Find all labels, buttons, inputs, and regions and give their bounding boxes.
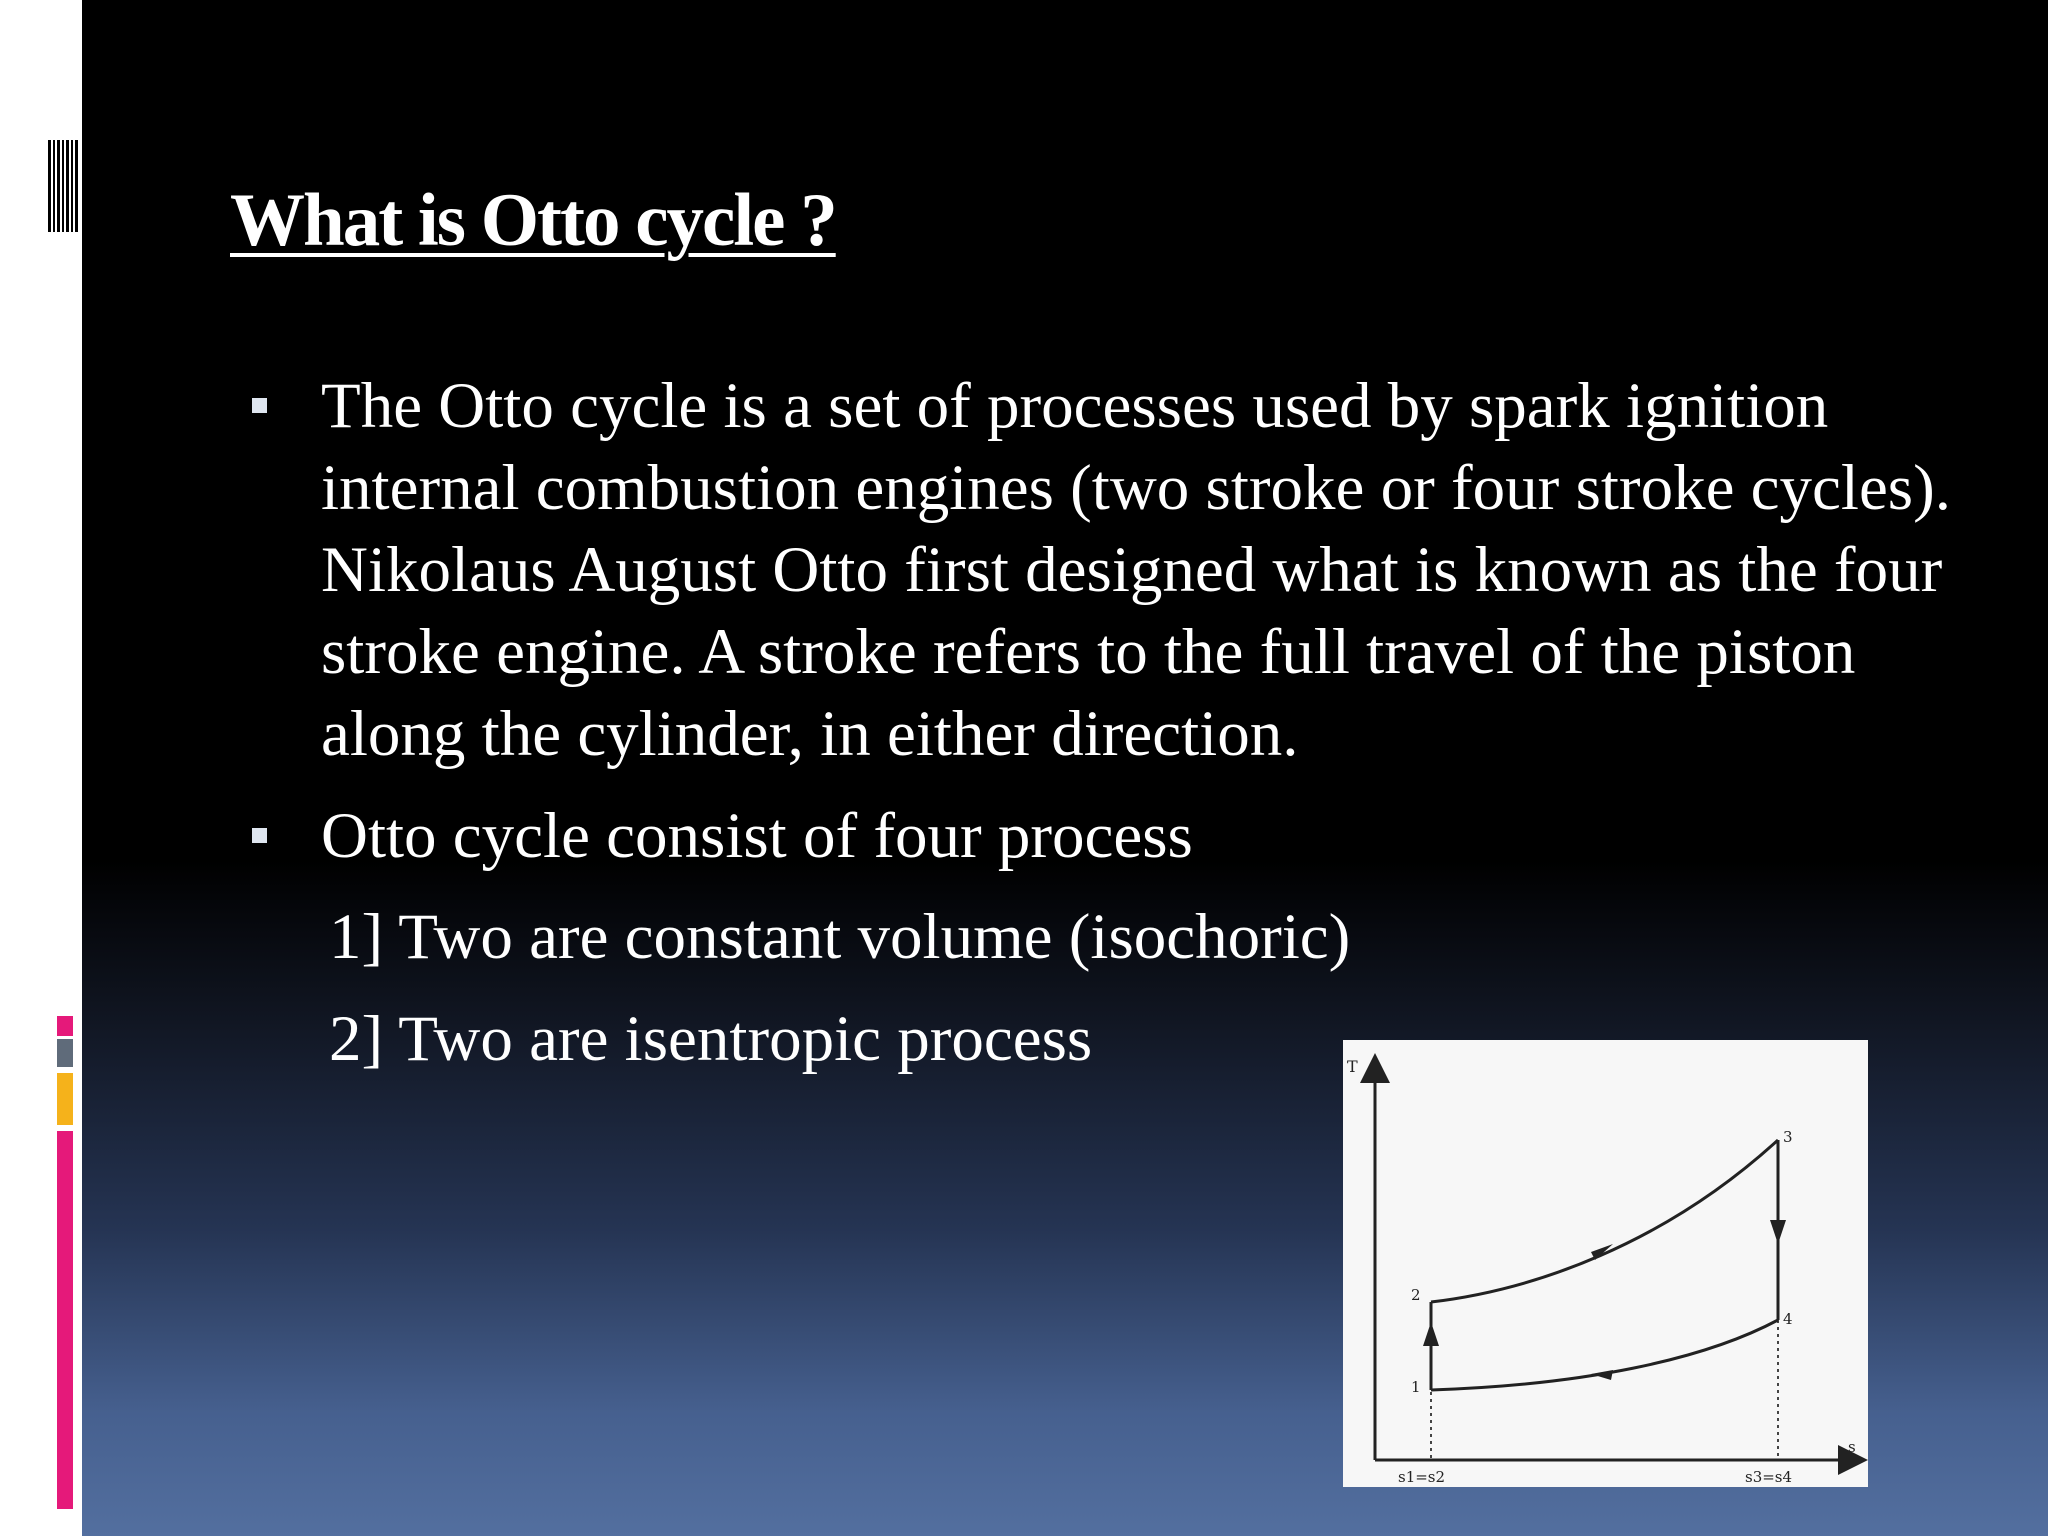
point-label-2: 2 bbox=[1411, 1286, 1421, 1304]
slide-title: What is Otto cycle ? bbox=[230, 179, 836, 262]
tick-label-s1-s2: s1=s2 bbox=[1398, 1468, 1446, 1486]
sub-item: 1] Two are constant volume (isochoric) bbox=[329, 901, 1351, 973]
ts-diagram bbox=[1343, 1040, 1868, 1487]
bullet-marker-icon bbox=[252, 828, 267, 843]
arrow-1-2-icon bbox=[1423, 1322, 1439, 1346]
bullet-text: The Otto cycle is a set of processes used by spark ignition internal combustion engines (two stroke or four stroke cycles). Nikolaus August Otto first designed what is known as the four stroke engine. A stroke refers to the full travel of the piston along the cylinder, in either direction. bbox=[321, 370, 1951, 770]
sub-item: 2] Two are isentropic process bbox=[329, 1003, 1093, 1075]
accent-bar-pink-top bbox=[57, 1016, 73, 1036]
bullet-marker-icon bbox=[252, 398, 267, 413]
accent-bar-gray bbox=[57, 1039, 73, 1067]
tick-label-s3-s4: s3=s4 bbox=[1745, 1468, 1793, 1486]
x-axis-label: s bbox=[1848, 1438, 1856, 1456]
accent-bar-pink bbox=[57, 1131, 73, 1509]
bullet-text: Otto cycle consist of four process bbox=[321, 800, 1193, 872]
point-label-1: 1 bbox=[1411, 1378, 1421, 1396]
process-4-1 bbox=[1431, 1320, 1778, 1390]
y-axis-label: T bbox=[1347, 1057, 1358, 1076]
accent-bar-yellow bbox=[57, 1073, 73, 1125]
point-label-4: 4 bbox=[1783, 1310, 1793, 1328]
point-label-3: 3 bbox=[1783, 1128, 1793, 1146]
arrow-3-4-icon bbox=[1770, 1220, 1786, 1244]
process-2-3 bbox=[1431, 1140, 1778, 1302]
